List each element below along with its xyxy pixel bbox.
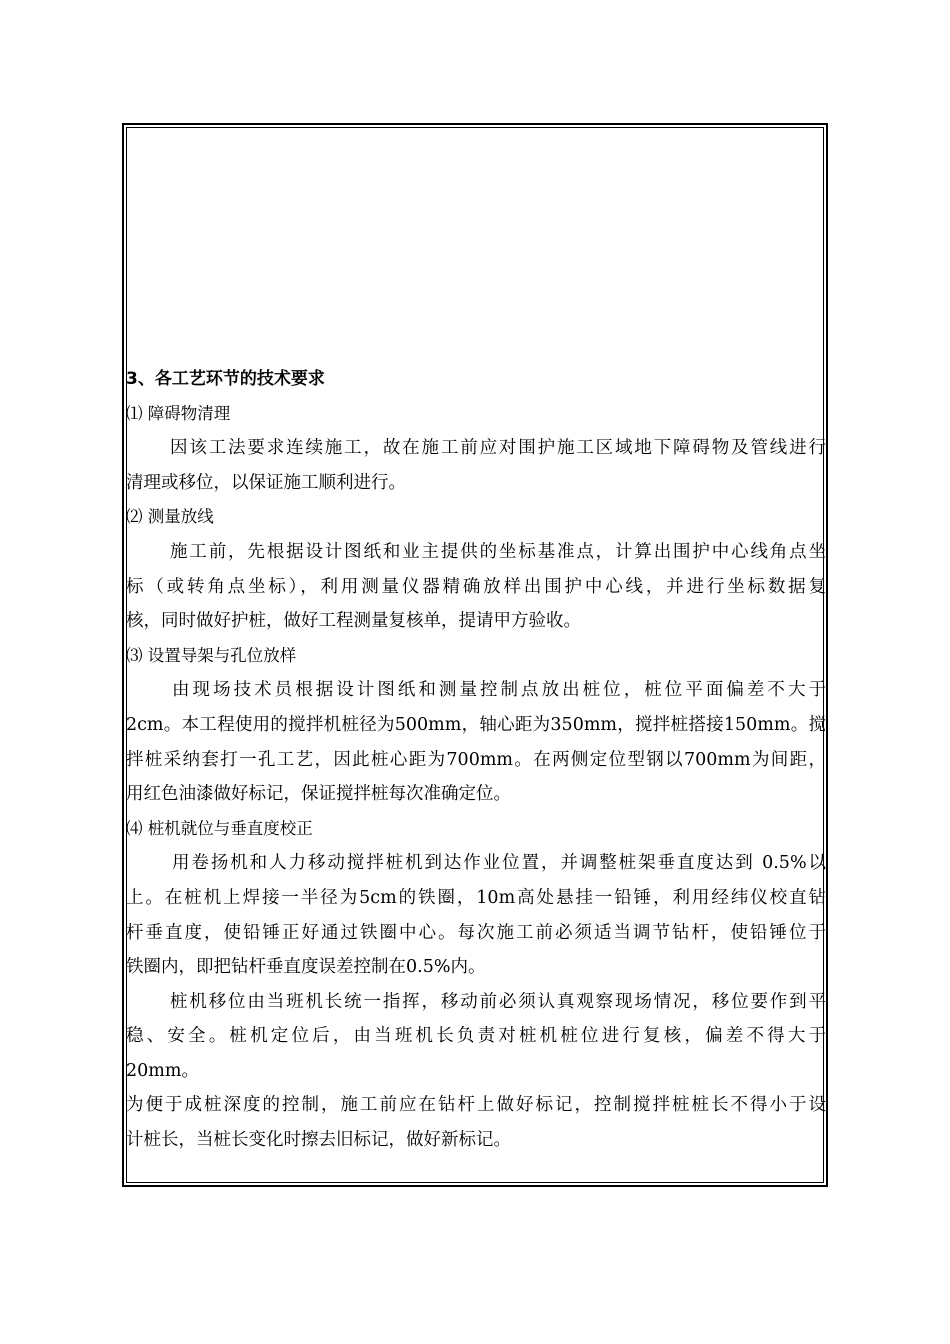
paragraph-line: 杆垂直度，使铅锤正好通过铁圈中心。每次施工前必须适当调节钻杆，使铅锤位于 bbox=[126, 922, 826, 943]
paragraph-line: 核，同时做好护桩，做好工程测量复核单，提请甲方验收。 bbox=[126, 611, 581, 632]
item-title-pile-machine-positioning: ⑷ 桩机就位与垂直度校正 bbox=[126, 818, 313, 838]
paragraph-line: 拌桩采纳套打一孔工艺，因此桩心距为700mm。在两侧定位型钢以700mm为间距， bbox=[126, 749, 826, 770]
section-heading: 3、各工艺环节的技术要求 bbox=[126, 369, 325, 389]
paragraph-line: 铁圈内，即把钻杆垂直度误差控制在0.5%内。 bbox=[126, 957, 486, 978]
paragraph-line: 桩机移位由当班机长统一指挥，移动前必须认真观察现场情况，移位要作到平 bbox=[170, 991, 826, 1012]
paragraph-line: 上。在桩机上焊接一半径为5cm的铁圈，10m高处悬挂一铅锤，利用经纬仪校直钻 bbox=[126, 887, 826, 908]
item-title-guide-frame-setup: ⑶ 设置导架与孔位放样 bbox=[126, 645, 297, 665]
paragraph-line: 20mm。 bbox=[126, 1060, 199, 1081]
section-content bbox=[126, 362, 826, 1158]
paragraph-line: 2cm。本工程使用的搅拌机桩径为500mm，轴心距为350mm，搅拌桩搭接150mm。搅 bbox=[126, 714, 826, 735]
item-title-survey-layout: ⑵ 测量放线 bbox=[126, 507, 214, 527]
paragraph-line: 为便于成桩深度的控制，施工前应在钻杆上做好标记，控制搅拌桩桩长不得小于设 bbox=[126, 1095, 826, 1116]
paragraph-line: 清理或移位，以保证施工顺利进行。 bbox=[126, 472, 406, 493]
paragraph-line: 由现场技术员根据设计图纸和测量控制点放出桩位，桩位平面偏差不大于 bbox=[172, 680, 826, 701]
paragraph-line: 稳、安全。桩机定位后，由当班机长负责对桩机桩位进行复核，偏差不得大于 bbox=[126, 1026, 826, 1047]
paragraph-line: 标（或转角点坐标），利用测量仪器精确放样出围护中心线，并进行坐标数据复 bbox=[126, 576, 826, 597]
paragraph-line: 计桩长，当桩长变化时擦去旧标记，做好新标记。 bbox=[126, 1130, 511, 1151]
paragraph-line: 施工前，先根据设计图纸和业主提供的坐标基准点，计算出围护中心线角点坐 bbox=[170, 541, 826, 562]
item-title-obstacle-clearing: ⑴ 障碍物清理 bbox=[126, 403, 231, 423]
paragraph-line: 用红色油漆做好标记，保证搅拌桩每次准确定位。 bbox=[126, 784, 511, 805]
paragraph-line: 因该工法要求连续施工，故在施工前应对围护施工区域地下障碍物及管线进行 bbox=[170, 438, 826, 459]
paragraph-line: 用卷扬机和人力移动搅拌桩机到达作业位置，并调整桩架垂直度达到 0.5%以 bbox=[172, 853, 826, 874]
